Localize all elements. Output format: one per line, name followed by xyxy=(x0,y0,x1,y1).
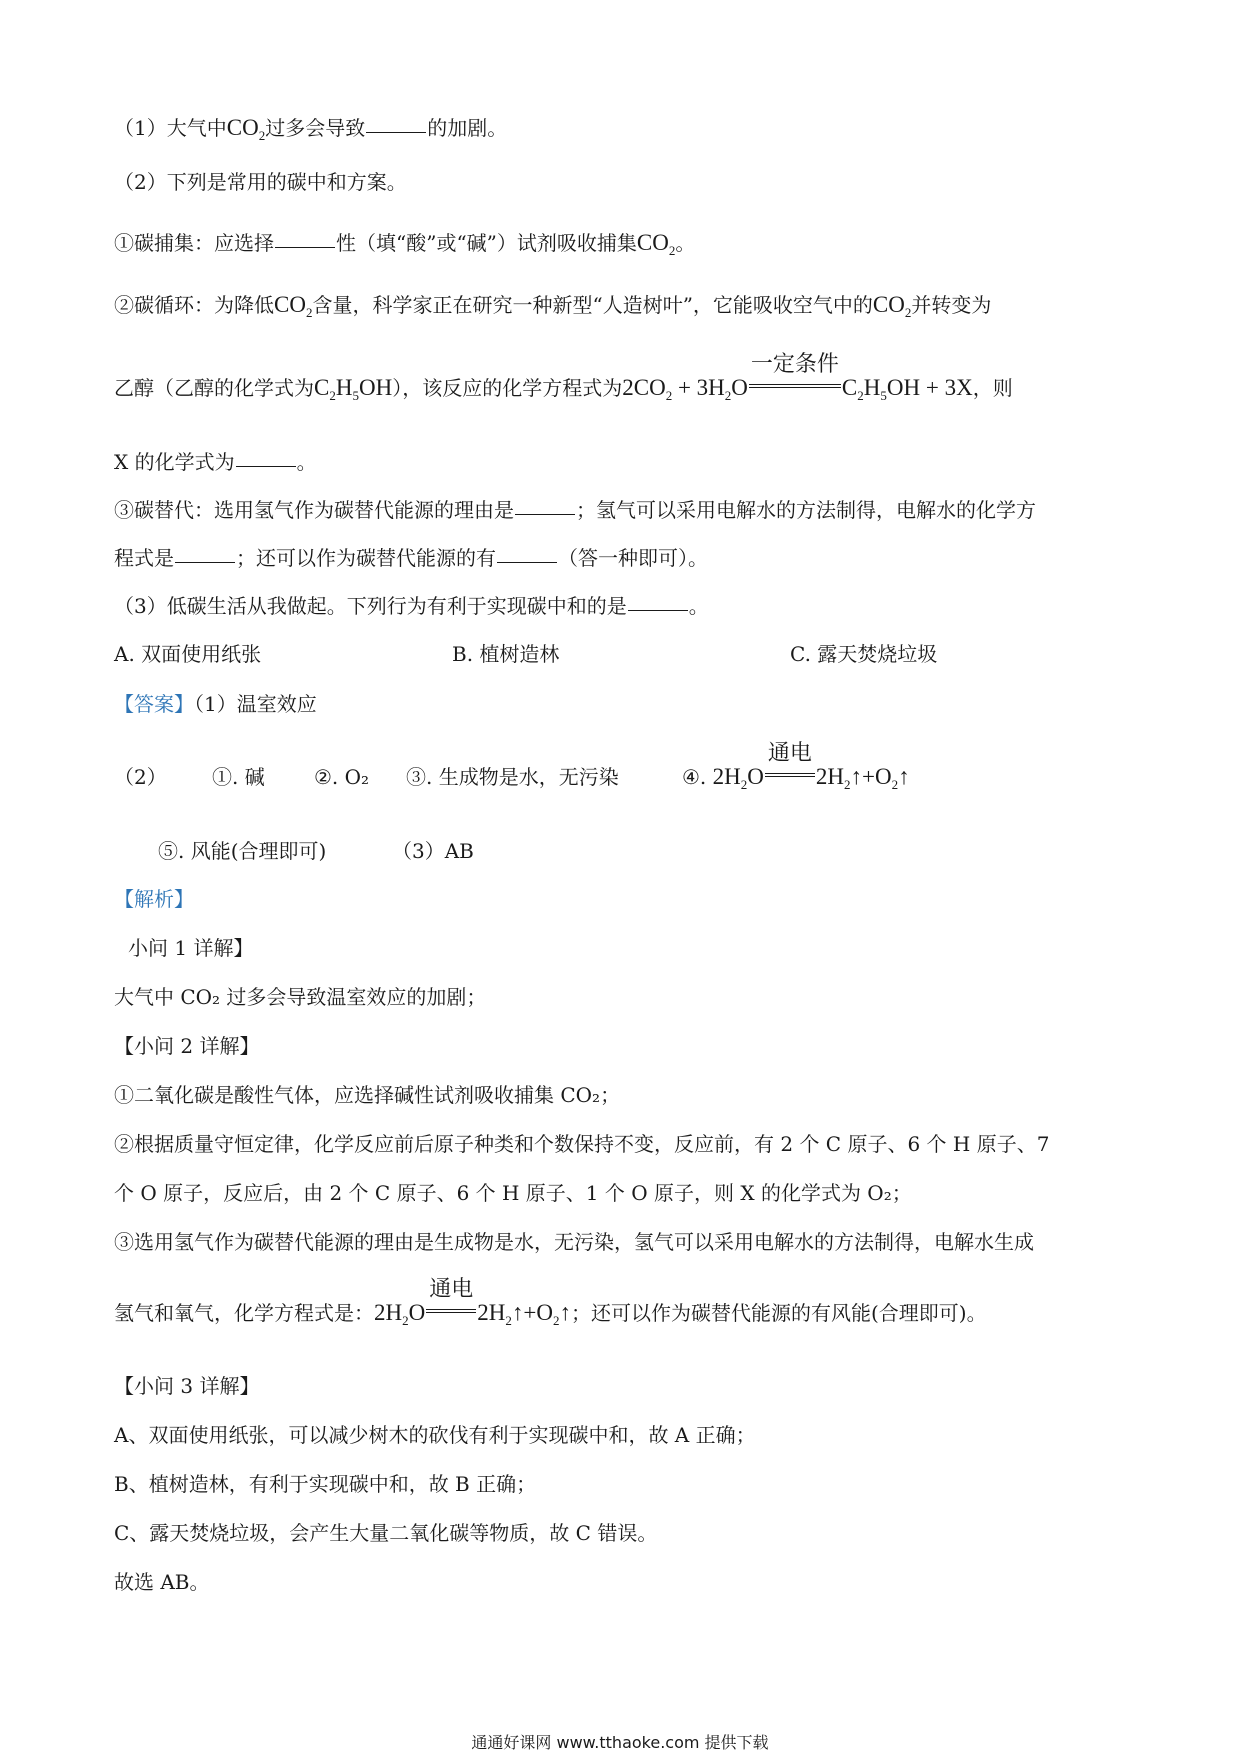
analysis-1: 大气中 CO₂ 过多会导致温室效应的加剧； xyxy=(114,985,487,1009)
analysis-2c-line2: 氢气和氧气，化学方程式是：$2H_2O$ 通电 $2H_2↑+O_2↑$；还可以作为碳替代能源的有风能(合理即可)。 xyxy=(114,1277,987,1328)
analysis-label: 【解析】 xyxy=(114,887,194,911)
answer-3: （3）AB xyxy=(392,839,474,863)
analysis-heading-1: 小问 1 详解】 xyxy=(128,936,254,960)
question-2-carbon-cycle-line2: 乙醇（乙醇的化学式为$C_2H_5OH$），该反应的化学方程式为$2CO_2 + 3H_2O$ 一定条件 $C_2H_5OH + 3X$，则 xyxy=(114,352,1013,403)
equation-products: $C_2H_5OH + 3X$ xyxy=(841,375,973,403)
answer-blank[interactable] xyxy=(515,494,575,515)
question-2-intro: （2）下列是常用的碳中和方案。 xyxy=(114,170,407,194)
answer-blank[interactable] xyxy=(366,112,426,133)
option-c: C. 露天焚烧垃圾 xyxy=(790,642,938,666)
analysis-heading-2: 【小问 2 详解】 xyxy=(114,1034,260,1058)
water-electrolysis-equation xyxy=(374,1277,571,1328)
question-2-carbon-substitute-line2: 程式是 ；还可以作为碳替代能源的有 （答一种即可）。 xyxy=(114,542,1134,573)
answer-2-item-3: ③. 生成物是水，无污染 xyxy=(406,765,619,789)
reaction-condition-label: 一定条件 xyxy=(750,352,839,377)
equation-products: $2H_2↑+O_2↑$ xyxy=(815,764,910,792)
question-2-carbon-capture: ①碳捕集：应选择 性（填“酸”或“碱”）试剂吸收捕集$CO_2$。 xyxy=(114,227,1134,266)
answer-2-item-4-label: ④. xyxy=(682,765,707,789)
ethanol-synthesis-equation xyxy=(622,352,973,403)
question-2-carbon-cycle-line1: ②碳循环：为降低$CO_2$含量，科学家正在研究一种新型“人造树叶”，它能吸收空气中的$CO_2$并转变为 xyxy=(114,292,992,320)
answer-blank[interactable] xyxy=(175,542,235,563)
analysis-3a: A、双面使用纸张，可以减少树木的砍伐有利于实现碳中和，故 A 正确； xyxy=(114,1423,756,1447)
question-2-carbon-substitute-line1: ③碳替代：选用氢气作为碳替代能源的理由是 ；氢气可以采用电解水的方法制得，电解水的化学方 xyxy=(114,494,1134,525)
answer-label: 【答案】 xyxy=(114,692,194,716)
analysis-3d: 故选 AB。 xyxy=(114,1570,210,1594)
reaction-condition-arrow xyxy=(765,741,815,786)
answer-2-lead: （2） xyxy=(114,765,167,789)
option-b: B. 植树造林 xyxy=(452,642,560,666)
equation-reactants: $2CO_2 + 3H_2O$ xyxy=(622,375,748,403)
reaction-condition-arrow xyxy=(426,1277,476,1322)
option-a: A. 双面使用纸张 xyxy=(114,642,262,666)
analysis-2b-line1: ②根据质量守恒定律，化学反应前后原子种类和个数保持不变，反应前，有 2 个 C 原子、6 个 H 原子、7 xyxy=(114,1132,1050,1156)
footer-credit: 通通好课网 www.tthaoke.com 提供下载 xyxy=(471,1733,769,1752)
analysis-3b: B、植树造林，有利于实现碳中和，故 B 正确； xyxy=(114,1472,537,1496)
co2-formula: $CO_2$ xyxy=(226,115,266,143)
analysis-heading-3: 【小问 3 详解】 xyxy=(114,1374,260,1398)
question-2-carbon-cycle-line3: X 的化学式为 。 xyxy=(114,446,1134,477)
answer-2-item-2: ②. O₂ xyxy=(314,765,370,789)
equation-reactants: $2H_2O$ xyxy=(374,1300,426,1328)
co2-formula: $CO_2$ xyxy=(872,292,912,320)
analysis-2a: ①二氧化碳是酸性气体，应选择碱性试剂吸收捕集 CO₂； xyxy=(114,1083,621,1107)
answer-blank[interactable] xyxy=(497,542,557,563)
ethanol-formula: $C_2H_5OH$ xyxy=(314,375,393,403)
reaction-condition-arrow xyxy=(749,352,841,397)
analysis-2c-line1: ③选用氢气作为碳替代能源的理由是生成物是水，无污染，氢气可以采用电解水的方法制得，电解水生成 xyxy=(114,1230,1034,1254)
analysis-3c: C、露天焚烧垃圾，会产生大量二氧化碳等物质，故 C 错误。 xyxy=(114,1521,658,1545)
equation-products: $2H_2↑+O_2↑$ xyxy=(477,1300,571,1328)
answer-1: （1）温室效应 xyxy=(194,692,317,716)
reaction-condition-label: 通电 xyxy=(767,741,812,766)
question-1: （1）大气中$CO_2$过多会导致 的加剧。 xyxy=(114,112,1134,151)
co2-formula: $CO_2$ xyxy=(274,292,313,320)
equation-reactants: $2H_2O$ xyxy=(712,764,764,792)
question-3: （3）低碳生活从我做起。下列行为有利于实现碳中和的是 。 xyxy=(114,590,1134,621)
reaction-condition-label: 通电 xyxy=(429,1277,474,1302)
water-electrolysis-equation xyxy=(712,741,910,792)
answer-blank[interactable] xyxy=(628,590,688,611)
answer-2-item-4 xyxy=(682,741,910,800)
co2-formula: $CO_2$ xyxy=(636,230,676,258)
answer-2-item-1: ①. 碱 xyxy=(212,765,265,789)
electrolysis-equation xyxy=(712,741,910,792)
answer-blank[interactable] xyxy=(236,446,296,467)
answer-row-1 xyxy=(114,689,317,719)
analysis-2b-line2: 个 O 原子，反应后，由 2 个 C 原子、6 个 H 原子、1 个 O 原子，则 X 的化学式为 O₂； xyxy=(114,1181,912,1205)
answer-2-item-5: ⑤. 风能(合理即可) xyxy=(158,839,327,863)
answer-blank[interactable] xyxy=(275,227,335,248)
